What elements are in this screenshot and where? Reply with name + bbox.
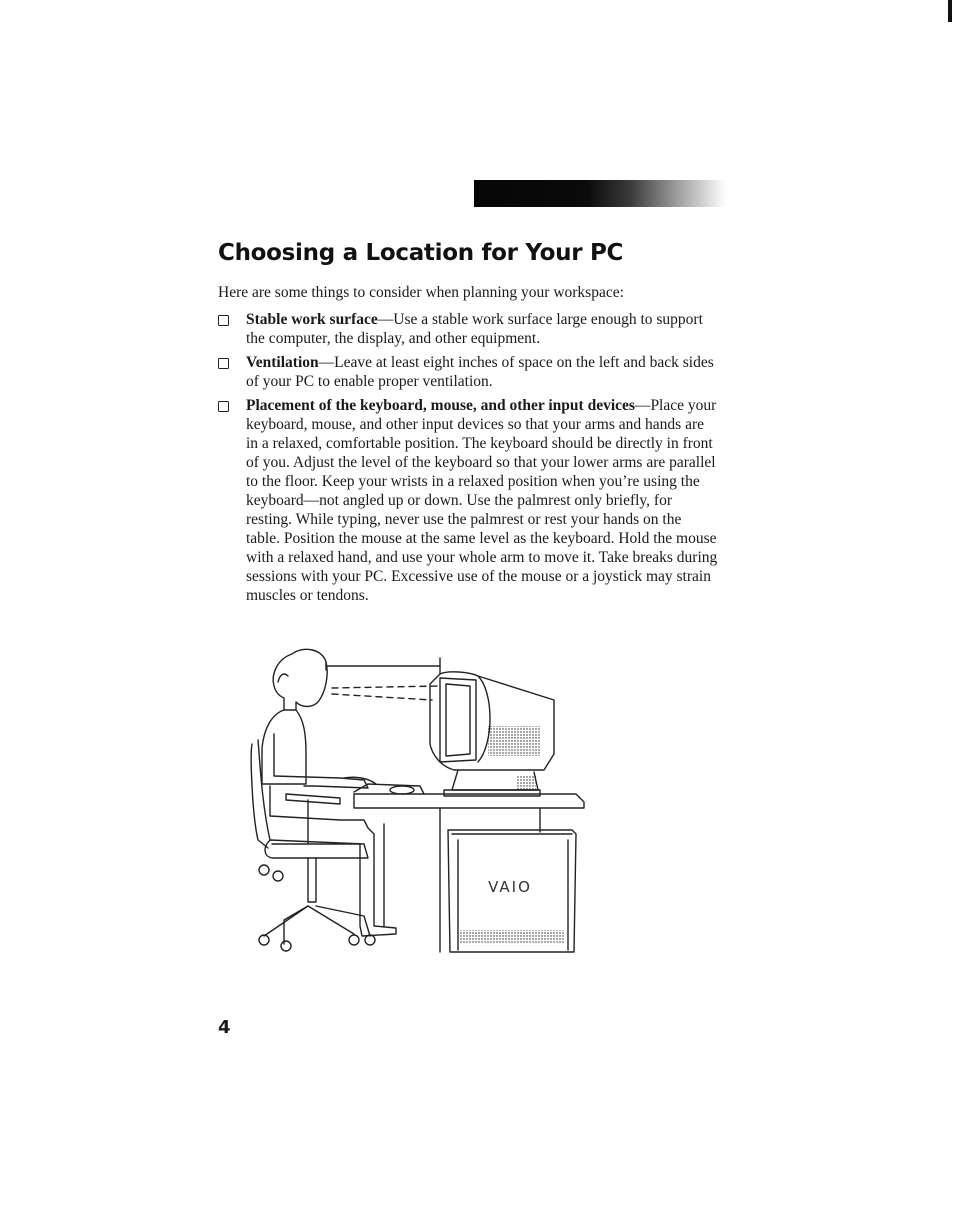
bullet-term: Placement of the keyboard, mouse, and other input devices — [246, 397, 635, 414]
list-item-stable-work-surface — [218, 310, 718, 348]
considerations-list — [218, 310, 718, 610]
seated-person-icon — [262, 649, 396, 936]
monitor-icon — [430, 672, 554, 796]
keyboard-icon — [354, 784, 424, 794]
section-header-bar — [474, 180, 726, 207]
checkbox-bullet-icon — [218, 401, 229, 412]
bullet-text: —Place your keyboard, mouse, and other input devices so that your arms and hands are in a relaxed, comfortable position. The keyboard should be directly in front of you. Adjust the level of the keyboard so that your lower arms are parallel to the floor. Keep your wrists in a relaxed position when you’re using the keyboard—not angled up or down. Use the palmrest only briefly, for resting. While typing, never use the palmrest or rest your hands on the table. Position the mouse at the same level as the keyboard. Hold the mouse with a relaxed hand, and use your whole arm to move it. Take breaks during sessions with your PC. Excessive use of the mouse or a joystick may strain muscles or tendons. — [246, 397, 718, 604]
pc-tower-icon — [448, 830, 576, 952]
bullet-text: —Leave at least eight inches of space on the left and back sides of your PC to enable proper ventilation. — [246, 354, 714, 390]
workstation-illustration — [244, 644, 594, 956]
vaio-logo: VAIO — [488, 878, 532, 896]
intro-text: Here are some things to consider when planning your workspace: — [218, 284, 624, 301]
office-chair-icon — [251, 740, 375, 951]
bullet-term: Ventilation — [246, 354, 319, 371]
page-number: 4 — [218, 1017, 231, 1038]
section-title: Choosing a Location for Your PC — [218, 240, 624, 266]
sight-line-icon — [326, 658, 440, 700]
bullet-term: Stable work surface — [246, 311, 378, 328]
bullet-text: —Use a stable work surface large enough to support the computer, the display, and other equipment. — [246, 311, 703, 347]
checkbox-bullet-icon — [218, 315, 229, 326]
page-edge-mark — [948, 0, 952, 22]
list-item-input-devices — [218, 396, 718, 605]
checkbox-bullet-icon — [218, 358, 229, 369]
list-item-ventilation — [218, 353, 718, 391]
desk-icon — [354, 794, 584, 952]
